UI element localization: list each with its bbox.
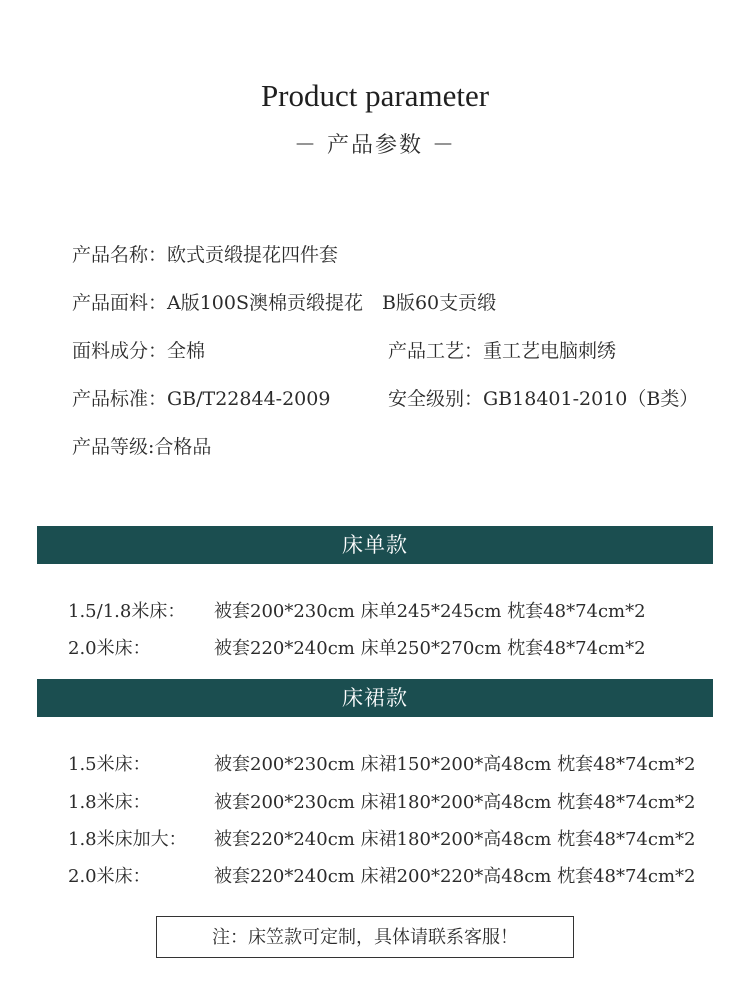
set-dimensions: 被套200*230cm 床裙180*200*高48cm 枕套48*74cm*2 [214,792,696,813]
param-composition: 面料成分：全棉 [72,340,206,362]
param-craft: 产品工艺：重工艺电脑刺绣 [388,340,617,362]
param-grade: 产品等级:合格品 [72,436,212,458]
bedsheet-banner: 床单款 [37,526,713,564]
bed-size-label: 2.0米床： [68,638,151,659]
bed-size-label: 2.0米床： [68,866,151,887]
param-standard: 产品标准：GB/T22844-2009 [72,388,331,410]
param-name: 产品名称：欧式贡缎提花四件套 [72,244,339,266]
set-dimensions: 被套220*240cm 床单250*270cm 枕套48*74cm*2 [214,638,646,659]
title-cn: － 产品参数 － [294,133,456,158]
custom-note: 注：床笠款可定制，具体请联系客服！ [156,916,574,958]
param-safety: 安全级别：GB18401-2010（B类） [388,388,699,410]
bed-size-label: 1.5米床： [68,754,151,775]
bed-size-label: 1.5/1.8米床： [68,601,186,622]
bedskirt-banner: 床裙款 [37,679,713,717]
param-row-standard [72,384,699,411]
set-dimensions: 被套220*240cm 床裙180*200*高48cm 枕套48*74cm*2 [214,829,696,850]
param-row-fabric [72,288,496,315]
param-row-composition [72,336,617,363]
param-row-name [72,240,338,267]
set-dimensions: 被套200*230cm 床裙150*200*高48cm 枕套48*74cm*2 [214,754,696,775]
bed-size-label: 1.8米床： [68,792,151,813]
bed-size-label: 1.8米床加大： [68,829,187,850]
param-row-grade [72,432,211,459]
param-fabric: 产品面料：A版100S澳棉贡缎提花 B版60支贡缎 [72,292,497,314]
set-dimensions: 被套200*230cm 床单245*245cm 枕套48*74cm*2 [214,601,646,622]
set-dimensions: 被套220*240cm 床裙200*220*高48cm 枕套48*74cm*2 [214,866,696,887]
title-en: Product parameter [260,78,490,113]
